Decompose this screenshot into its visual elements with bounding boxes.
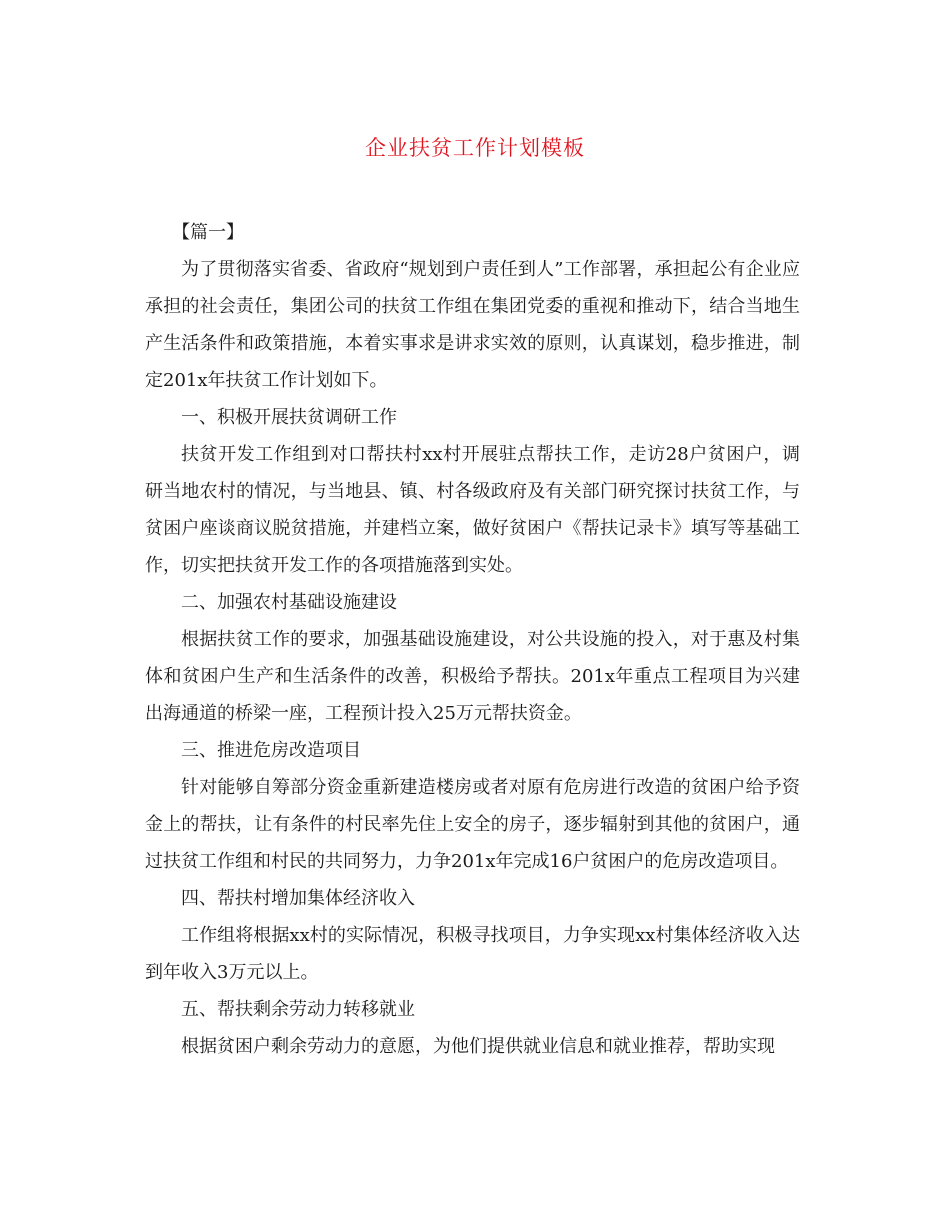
section-body-1: 扶贫开发工作组到对口帮扶村xx村开展驻点帮扶工作，走访28户贫困户，调研当地农村的情况，与当地县、镇、村各级政府及有关部门研究探讨扶贫工作，与贫困户座谈商议脱贫措施，并建档立案，做好贫困户《帮扶记录卡》填写等基础工作，切实把扶贫开发工作的各项措施落到实处。	[145, 444, 800, 576]
section-heading-1: 一、积极开展扶贫调研工作	[181, 407, 397, 428]
document-title: 企业扶贫工作计划模板	[365, 136, 585, 160]
part-marker: 【篇一】	[172, 222, 244, 243]
section-heading-5: 五、帮扶剩余劳动力转移就业	[181, 999, 415, 1020]
section-body-2: 根据扶贫工作的要求，加强基础设施建设，对公共设施的投入，对于惠及村集体和贫困户生产和生活条件的改善，积极给予帮扶。201x年重点工程项目为兴建出海通道的桥梁一座，工程预计投入25万元帮扶资金。	[145, 629, 800, 724]
section-heading-3: 三、推进危房改造项目	[181, 740, 361, 761]
document-body	[145, 214, 800, 1065]
section-body-4: 工作组将根据xx村的实际情况，积极寻找项目，力争实现xx村集体经济收入达到年收入3万元以上。	[145, 925, 800, 983]
section-body-5: 根据贫困户剩余劳动力的意愿，为他们提供就业信息和就业推荐，帮助实现	[181, 1036, 775, 1057]
intro-paragraph: 为了贯彻落实省委、省政府“规划到户责任到人”工作部署，承担起公有企业应承担的社会责任，集团公司的扶贫工作组在集团党委的重视和推动下，结合当地生产生活条件和政策措施，本着实事求是讲求实效的原则，认真谋划，稳步推进，制定201x年扶贫工作计划如下。	[145, 259, 800, 391]
section-heading-4: 四、帮扶村增加集体经济收入	[181, 888, 415, 909]
section-heading-2: 二、加强农村基础设施建设	[181, 592, 397, 613]
section-body-3: 针对能够自筹部分资金重新建造楼房或者对原有危房进行改造的贫困户给予资金上的帮扶，让有条件的村民率先住上安全的房子，逐步辐射到其他的贫困户，通过扶贫工作组和村民的共同努力，力争201x年完成16户贫困户的危房改造项目。	[145, 777, 800, 872]
